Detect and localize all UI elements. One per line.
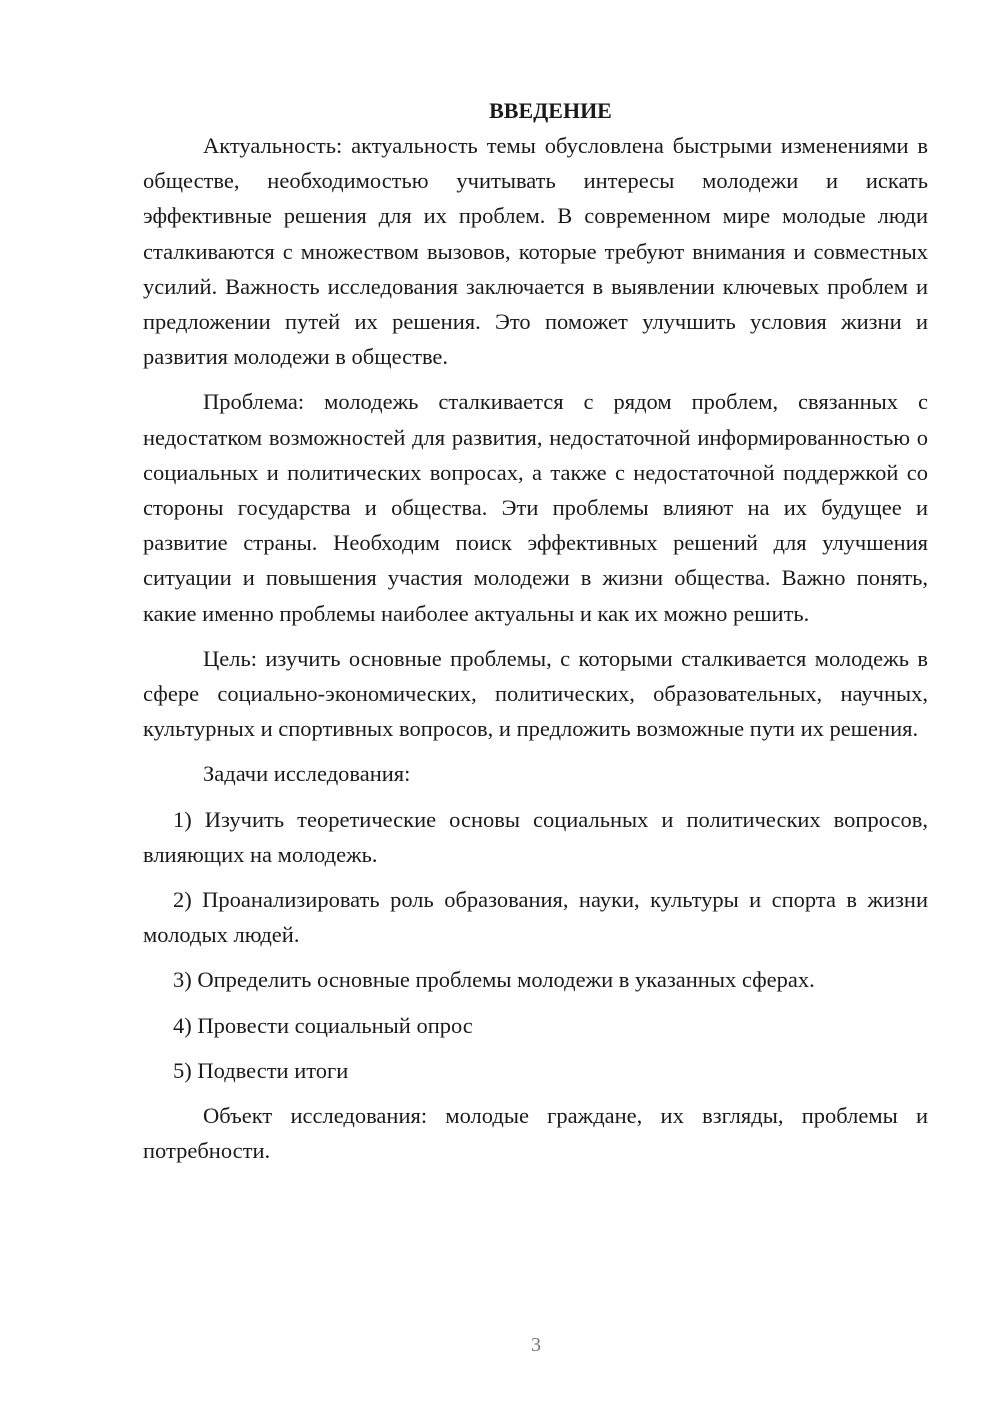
- task-item-2: 2) Проанализировать роль образования, науки, культуры и спорта в жизни молодых людей.: [143, 887, 928, 948]
- task-item-4: 4) Провести социальный опрос: [173, 1012, 473, 1038]
- paragraph-tasks-heading: Задачи исследования:: [203, 761, 411, 787]
- document-page: [143, 96, 928, 1168]
- task-item-1: 1) Изучить теоретические основы социальных и политических вопросов, влияющих на молодежь.: [143, 806, 928, 867]
- document-title: ВВЕДЕНИЕ: [489, 98, 612, 123]
- paragraph-problem: Проблема: молодежь сталкивается с рядом проблем, связанных с недостатком возможностей для развития, недостаточной информированностью о социальных и политических вопросах, а также с недостаточной поддержкой со стороны государства и общества. Эти проблемы влияют на их будущее и развитие страны. Необходим поиск эффективных решений для улучшения ситуации и повышения участия молодежи в жизни общества. Важно понять, какие именно проблемы наиболее актуальны и как их можно решить.: [143, 389, 928, 626]
- task-item-5: 5) Подвести итоги: [173, 1057, 349, 1083]
- paragraph-object: Объект исследования: молодые граждане, их взгляды, проблемы и потребности.: [143, 1103, 928, 1164]
- task-item-3: 3) Определить основные проблемы молодежи в указанных сферах.: [173, 967, 815, 993]
- paragraph-goal: Цель: изучить основные проблемы, с которыми сталкивается молодежь в сфере социально-экономических, политических, образовательных, научных, культурных и спортивных вопросов, и предложить возможные пути их решения.: [143, 645, 928, 742]
- paragraph-relevance: Актуальность: актуальность темы обусловлена быстрыми изменениями в обществе, необходимостью учитывать интересы молодежи и искать эффективные решения для их проблем. В современном мире молодые люди сталкиваются с множеством вызовов, которые требуют внимания и совместных усилий. Важность исследования заключается в выявлении ключевых проблем и предложении путей их решения. Это поможет улучшить условия жизни и развития молодежи в обществе.: [143, 133, 928, 370]
- page-number: 3: [531, 1334, 541, 1356]
